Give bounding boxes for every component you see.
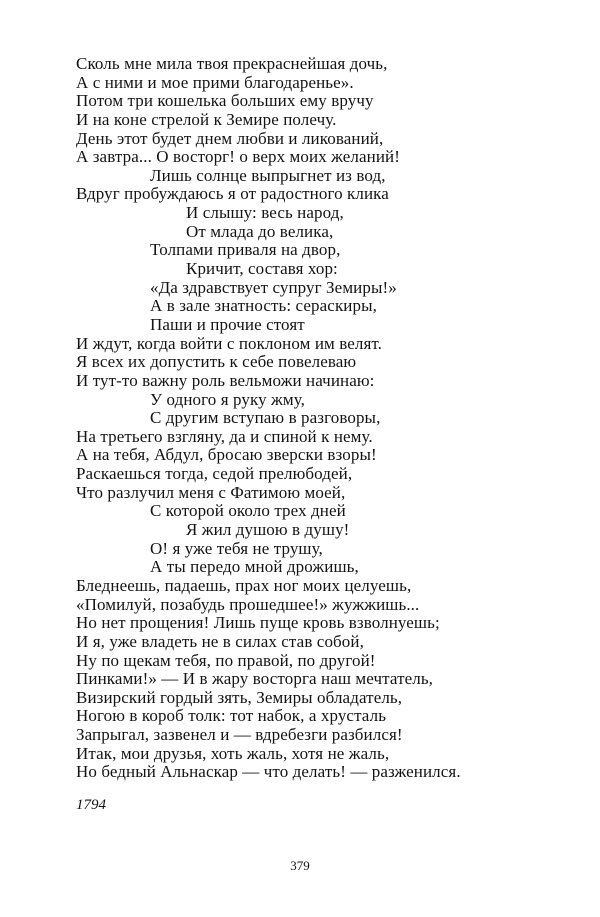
- poem-date: 1794: [76, 797, 106, 813]
- poem-text: [0, 55, 600, 782]
- poem-line: Я всех их допустить к себе повелеваю: [76, 352, 357, 372]
- poem-line: День этот будет днем любви и ликований,: [76, 128, 384, 148]
- poem-line: О! я уже тебя не трушу,: [150, 538, 323, 558]
- poem-line: Запрыгал, зазвенел и — вдребезги разбился!: [76, 725, 403, 745]
- poem-line: «Помилуй, позабудь прошедшее!» жужжишь...: [76, 594, 420, 614]
- poem-line: И слышу: весь народ,: [186, 203, 344, 223]
- poem-line: Но бедный Альнаскар — что делать! — разженился.: [76, 762, 461, 782]
- poem-line: Потом три кошелька больших ему вручу: [76, 91, 374, 111]
- poem-line: На третьего взгляну, да и спиной к нему.: [76, 426, 373, 446]
- poem-line: А завтра... О восторг! о верх моих желаний!: [76, 147, 400, 167]
- poem-line: И я, уже владеть не в силах став собой,: [76, 631, 364, 651]
- poem-line: А в зале знатность: сераскиры,: [150, 296, 377, 316]
- poem-line: С другим вступаю в разговоры,: [150, 408, 381, 428]
- poem-line: Визирский гордый зять, Земиры обладатель,: [76, 687, 403, 707]
- poem-line: Вдруг пробуждаюсь я от радостного клика: [76, 184, 389, 204]
- poem-line: У одного я руку жму,: [150, 389, 306, 409]
- poem-line: Но нет прощения! Лишь пуще кровь взволнуешь;: [76, 613, 440, 633]
- poem-line: Ногою в короб толк: тот набок, а хрусталь: [76, 706, 387, 726]
- poem-line: Паши и прочие стоят: [150, 314, 305, 334]
- poem-line: «Да здравствует супруг Земиры!»: [150, 277, 397, 297]
- poem-line: Кричит, составя хор:: [186, 259, 338, 279]
- poem-line: Итак, мои друзья, хоть жаль, хотя не жаль,: [76, 743, 390, 763]
- poem-line: Раскаешься тогда, седой прелюбодей,: [76, 464, 353, 484]
- page-number: 379: [290, 858, 310, 873]
- poem-line: А ты передо мной дрожишь,: [150, 557, 359, 577]
- poem-line: И на коне стрелой к Земире полечу.: [76, 109, 337, 129]
- poem-line: Я жил душою в душу!: [186, 520, 350, 540]
- poem-line: И ждут, когда войти с поклоном им велят.: [76, 333, 383, 353]
- poem-line: Бледнеешь, падаешь, прах ног моих целуешь,: [76, 575, 412, 595]
- poem-line: С которой около трех дней: [150, 501, 346, 521]
- poem-line: Пинками!» — И в жару восторга наш мечтатель,: [76, 669, 434, 689]
- poem-line: А на тебя, Абдул, бросаю зверски взоры!: [76, 445, 377, 465]
- poem-line: Лишь солнце выпрыгнет из вод,: [150, 165, 386, 185]
- poem-line: От млада до велика,: [186, 221, 334, 241]
- poem-line: Что разлучил меня с Фатимою моей,: [76, 482, 346, 502]
- poem-line: И тут-то важну роль вельможи начинаю:: [76, 370, 375, 390]
- poem-line: Ну по щекам тебя, по правой, по другой!: [76, 650, 376, 670]
- poem-line: Сколь мне мила твоя прекраснейшая дочь,: [76, 54, 388, 73]
- poem-line: А с ними и мое прими благодаренье».: [76, 72, 354, 92]
- poem-line: Толпами приваля на двор,: [150, 240, 341, 260]
